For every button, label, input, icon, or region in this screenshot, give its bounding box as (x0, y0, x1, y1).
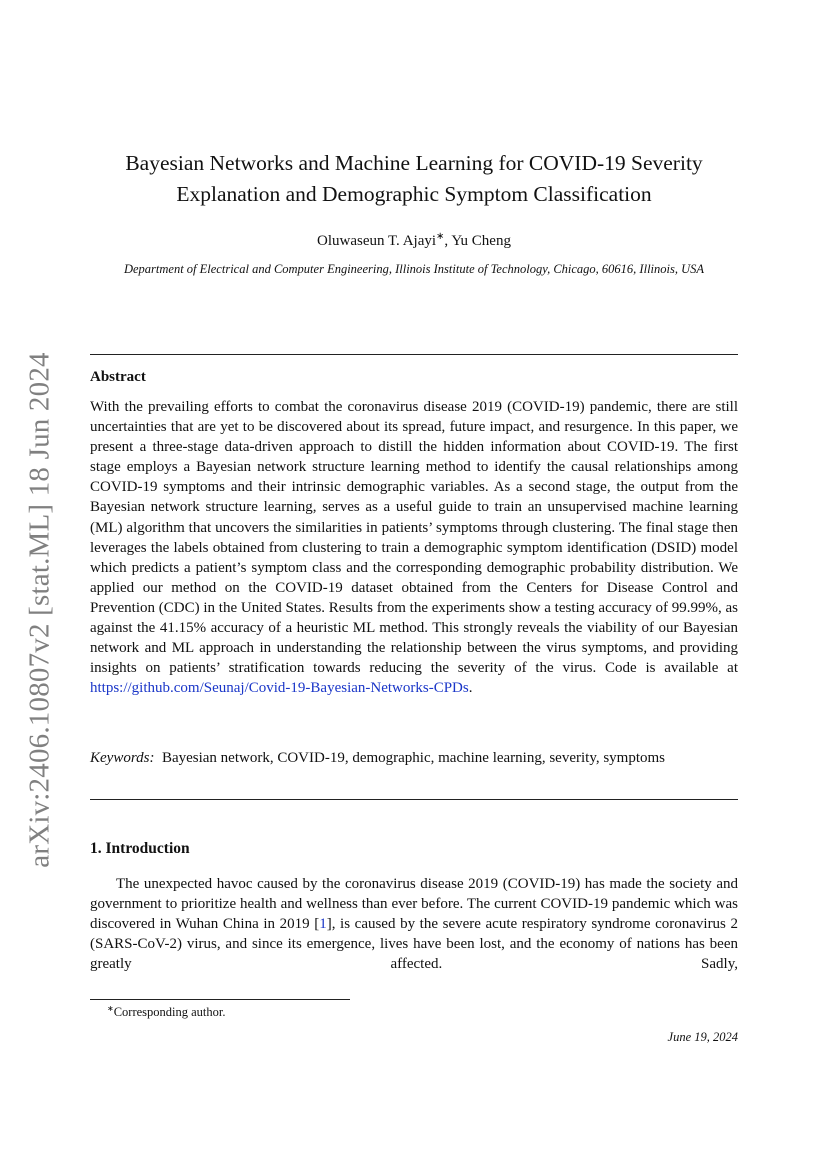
paper-title-line-1: Bayesian Networks and Machine Learning for COVID-19 Severity (125, 151, 703, 175)
code-availability-prefix: Code is available at (605, 660, 738, 677)
abstract-bottom-rule (90, 799, 738, 800)
code-availability-suffix: . (468, 680, 473, 697)
introduction-text-part-1: The unexpected havoc caused by the coronavirus disease 2019 (COVID-19) has made the society and government to prioritize health and wellness than ever before. The current COVID-19 pandemic which was discovered in Wuhan China in 2019 [ (90, 876, 738, 933)
footnote-mark: ∗ (107, 1004, 114, 1013)
abstract-heading: Abstract (90, 369, 146, 385)
introduction-text-part-2: ], is caused by the severe acute respiratory syndrome coronavirus 2 (SARS-CoV-2) virus, and since its emergence, lives have been lost, and the economy of nations has been greatly affected. Sadly, (90, 916, 739, 973)
abstract-top-rule (90, 354, 738, 355)
keywords-text: Bayesian network, COVID-19, demographic, machine learning, severity, symptoms (161, 750, 666, 766)
arxiv-identifier-text: arXiv:2406.10807v2 [stat.ML] 18 Jun 2024 (23, 352, 56, 868)
abstract-text: With the prevailing efforts to combat the coronavirus disease 2019 (COVID-19) pandemic, there are still uncertainties that are yet to be discovered about its spread, future impact, and resurgence. In this paper, we present a three-stage data-driven approach to distill the hidden information about COVID-19. The first stage employs a Bayesian network structure learning method to identify the causal relationships among COVID-19 symptoms and their intrinsic demographic variables. As a second stage, the output from the Bayesian network structure learning, serves as a useful guide to train an unsupervised machine learning (ML) algorithm that uncovers the similarities in patients’ symptoms through clustering. The final stage then leverages the labels obtained from clustering to train a demographic symptom identification (DSID) model which predicts a patient’s symptom class and the corresponding demographic probability distribution. We applied our method on the COVID-19 dataset obtained from the Centers for Disease Control and Prevention (CDC) in the United States. Results from the experiments show a testing accuracy of 99.99%, as against the 41.15% accuracy of a heuristic ML method. This strongly reveals the viability of our Bayesian network and ML approach in understanding the relationship between the virus symptoms, and providing insights on patients’ stratification towards reducing the severity of the virus. (90, 399, 738, 677)
footnote-text: Corresponding author. (113, 1005, 226, 1020)
author-list (90, 231, 738, 250)
keywords-label: Keywords: (90, 750, 155, 766)
abstract-body (90, 397, 738, 698)
footnote-rule (90, 999, 350, 1000)
paper-title-line-2: Explanation and Demographic Symptom Classification (176, 182, 652, 206)
author-separator: , (444, 233, 452, 249)
arxiv-identifier-stamp (22, 352, 58, 868)
keywords (90, 748, 738, 768)
paper-title (90, 148, 738, 210)
code-repository-link[interactable]: https://github.com/Seunaj/Covid-19-Bayesian-Networks-CPDs (90, 680, 469, 697)
preprint-date: June 19, 2024 (667, 1030, 738, 1044)
corresponding-author-mark: ∗ (436, 231, 445, 242)
footnote (107, 1004, 226, 1020)
introduction-paragraph (90, 874, 738, 974)
affiliation: Department of Electrical and Computer Engineering, Illinois Institute of Technology, Chicago, 60616, Illinois, USA (123, 262, 705, 276)
author-1: Oluwaseun T. Ajayi (317, 233, 437, 249)
citation-link[interactable]: 1 (319, 916, 327, 933)
author-2: Yu Cheng (451, 233, 511, 249)
introduction-heading: 1. Introduction (90, 840, 190, 857)
